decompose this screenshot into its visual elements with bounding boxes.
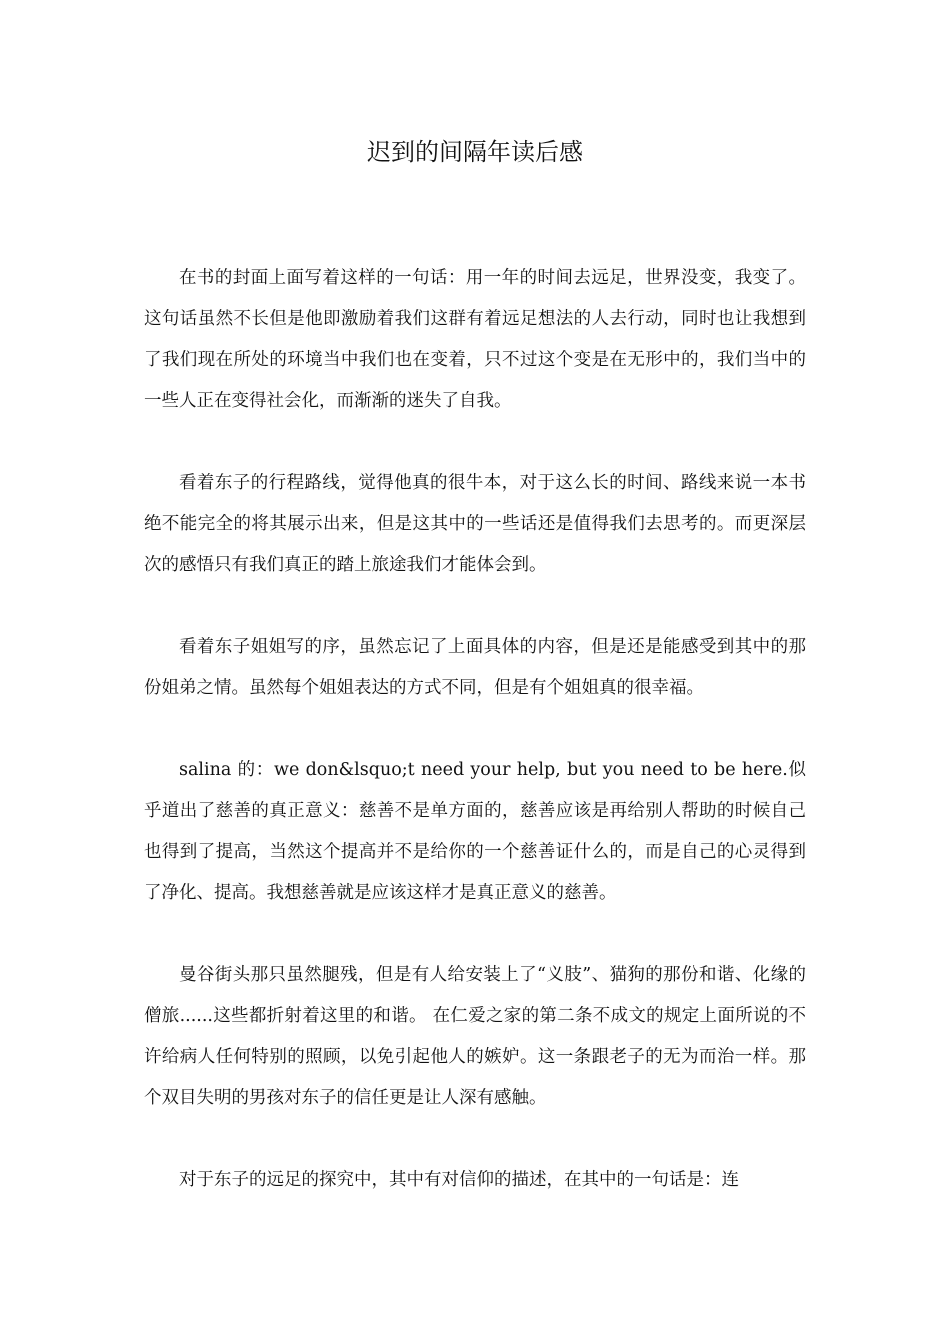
paragraph-1: 在书的封面上面写着这样的一句话：用一年的时间去远足，世界没变，我变了。这句话虽然不长但是他即激励着我们这群有着远足想法的人去行动，同时也让我想到了我们现在所处的环境当中我们也在变着，只不过这个变是在无形中的，我们当中的一些人正在变得社会化，而渐渐的迷失了自我。	[144, 268, 806, 411]
paragraph-2: 看着东子的行程路线，觉得他真的很牛本，对于这么长的时间、路线来说一本书绝不能完全的将其展示出来，但是这其中的一些话还是值得我们去思考的。而更深层次的感悟只有我们真正的踏上旅途我们才能体会到。	[144, 473, 806, 575]
paragraph-4: salina 的：we don&lsquo;t need your help, but you need to be here.似乎道出了慈善的真正意义：慈善不是单方面的，慈善应该是再给别人帮助的时候自己也得到了提高，当然这个提高并不是给你的一个慈善证什么的，而是自己的心灵得到了净化、提高。我想慈善就是应该这样才是真正意义的慈善。	[144, 760, 806, 903]
document-body	[144, 258, 806, 1201]
paragraph-5: 曼谷街头那只虽然腿残，但是有人给安装上了“义肢”、猫狗的那份和谐、化缘的僧旅......这些都折射着这里的和谐。 在仁爱之家的第二条不成文的规定上面所说的不许给病人任何特别的照顾，以免引起他人的嫉妒。这一条跟老子的无为而治一样。那个双目失明的男孩对东子的信任更是让人深有感触。	[144, 965, 806, 1108]
paragraph-3: 看着东子姐姐写的序，虽然忘记了上面具体的内容，但是还是能感受到其中的那份姐弟之情。虽然每个姐姐表达的方式不同，但是有个姐姐真的很幸福。	[144, 637, 806, 698]
paragraph-6: 对于东子的远足的探究中，其中有对信仰的描述，在其中的一句话是：连	[179, 1170, 739, 1190]
document-title: 迟到的间隔年读后感	[367, 138, 583, 166]
